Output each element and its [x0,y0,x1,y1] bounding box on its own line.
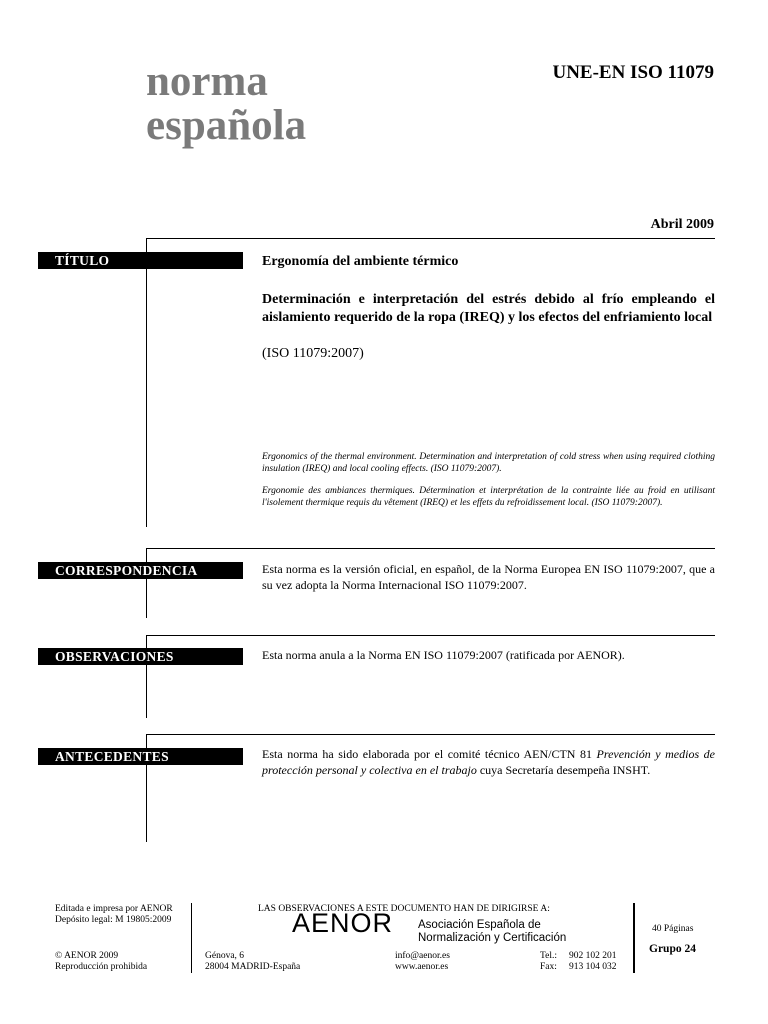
footer-address-1: Génova, 6 [205,951,245,961]
brand-line-2: española [146,102,307,149]
footer-fax-label: Fax: [540,962,557,972]
footer-divider-left [191,903,192,973]
label-observaciones: OBSERVACIONES [38,648,243,665]
publication-date: Abril 2009 [650,217,714,232]
aenor-sub-line-2: Normalización y Certificación [418,932,567,944]
footer-edited: Editada e impresa por AENOR [55,904,173,914]
footer-divider-right [633,903,635,973]
footer-web[interactable]: www.aenor.es [395,962,449,972]
divider-correspondencia [146,548,715,549]
divider-titulo [146,238,715,239]
standard-code: UNE-EN ISO 11079 [552,62,714,83]
label-correspondencia: CORRESPONDENCIA [38,562,243,579]
brand-title [146,60,306,148]
footer-deposito: Depósito legal: M 19805:2009 [55,915,172,925]
observaciones-text: Esta norma anula a la Norma EN ISO 11079:2007 (ratificada por AENOR). [262,648,625,662]
footer-reproduccion: Reproducción prohibida [55,962,148,972]
title-main: Ergonomía del ambiente térmico [262,254,459,269]
footer-notice: LAS OBSERVACIONES A ESTE DOCUMENTO HAN DE DIRIGIRSE A: [258,904,550,914]
brand-line-1: norma [146,58,268,105]
footer-fax: 913 104 032 [569,962,617,972]
aenor-logo: AENOR [292,908,394,938]
titulo-content [262,253,715,363]
footer-tel: 902 102 201 [569,951,617,961]
footer-pages: 40 Páginas [652,924,694,934]
antecedentes-text-prefix: Esta norma ha sido elaborada por el comité técnico AEN/CTN 81 [262,747,597,761]
iso-reference: (ISO 11079:2007) [262,346,364,361]
footer [0,895,768,995]
section-rule-correspondencia [146,548,147,618]
antecedentes-text-suffix: cuya Secretaría desempeña INSHT. [476,763,651,777]
label-titulo: TÍTULO [38,252,243,269]
footer-tel-label: Tel.: [540,951,558,961]
title-subtitle: Determinación e interpretación del estrés debido al frío empleando el aislamiento requerido de la ropa (IREQ) y los efectos del enfriamiento local [262,292,715,325]
section-rule-titulo [146,238,147,527]
footer-grupo: Grupo 24 [649,943,696,955]
antecedentes-text [262,746,715,778]
divider-antecedentes [146,734,715,735]
correspondencia-text: Esta norma es la versión oficial, en español, de la Norma Europea EN ISO 11079:2007, que a su vez adopta la Norma Internacional ISO 11079:2007. [262,562,715,592]
title-french: Ergonomie des ambiances thermiques. Détermination et interprétation de la contrainte liée au froid en utilisant l'isolement thermique requis du vêtement (IREQ) et les effets du refroidissement local. (ISO 11079:2007). [262,486,715,508]
antecedentes-committee-name: Prevención y medios de protección personal y colectiva en el trabajo [262,747,715,777]
footer-copyright: © AENOR 2009 [55,951,119,961]
divider-observaciones [146,635,715,636]
label-antecedentes: ANTECEDENTES [38,748,243,765]
aenor-full-name [418,919,566,945]
footer-address-2: 28004 MADRID-España [205,962,301,972]
aenor-sub-line-1: Asociación Española de [418,919,541,931]
title-english: Ergonomics of the thermal environment. Determination and interpretation of cold stress when using required clothing insulation (IREQ) and local cooling effects. (ISO 11079:2007). [262,452,715,474]
footer-email[interactable]: info@aenor.es [395,951,450,961]
